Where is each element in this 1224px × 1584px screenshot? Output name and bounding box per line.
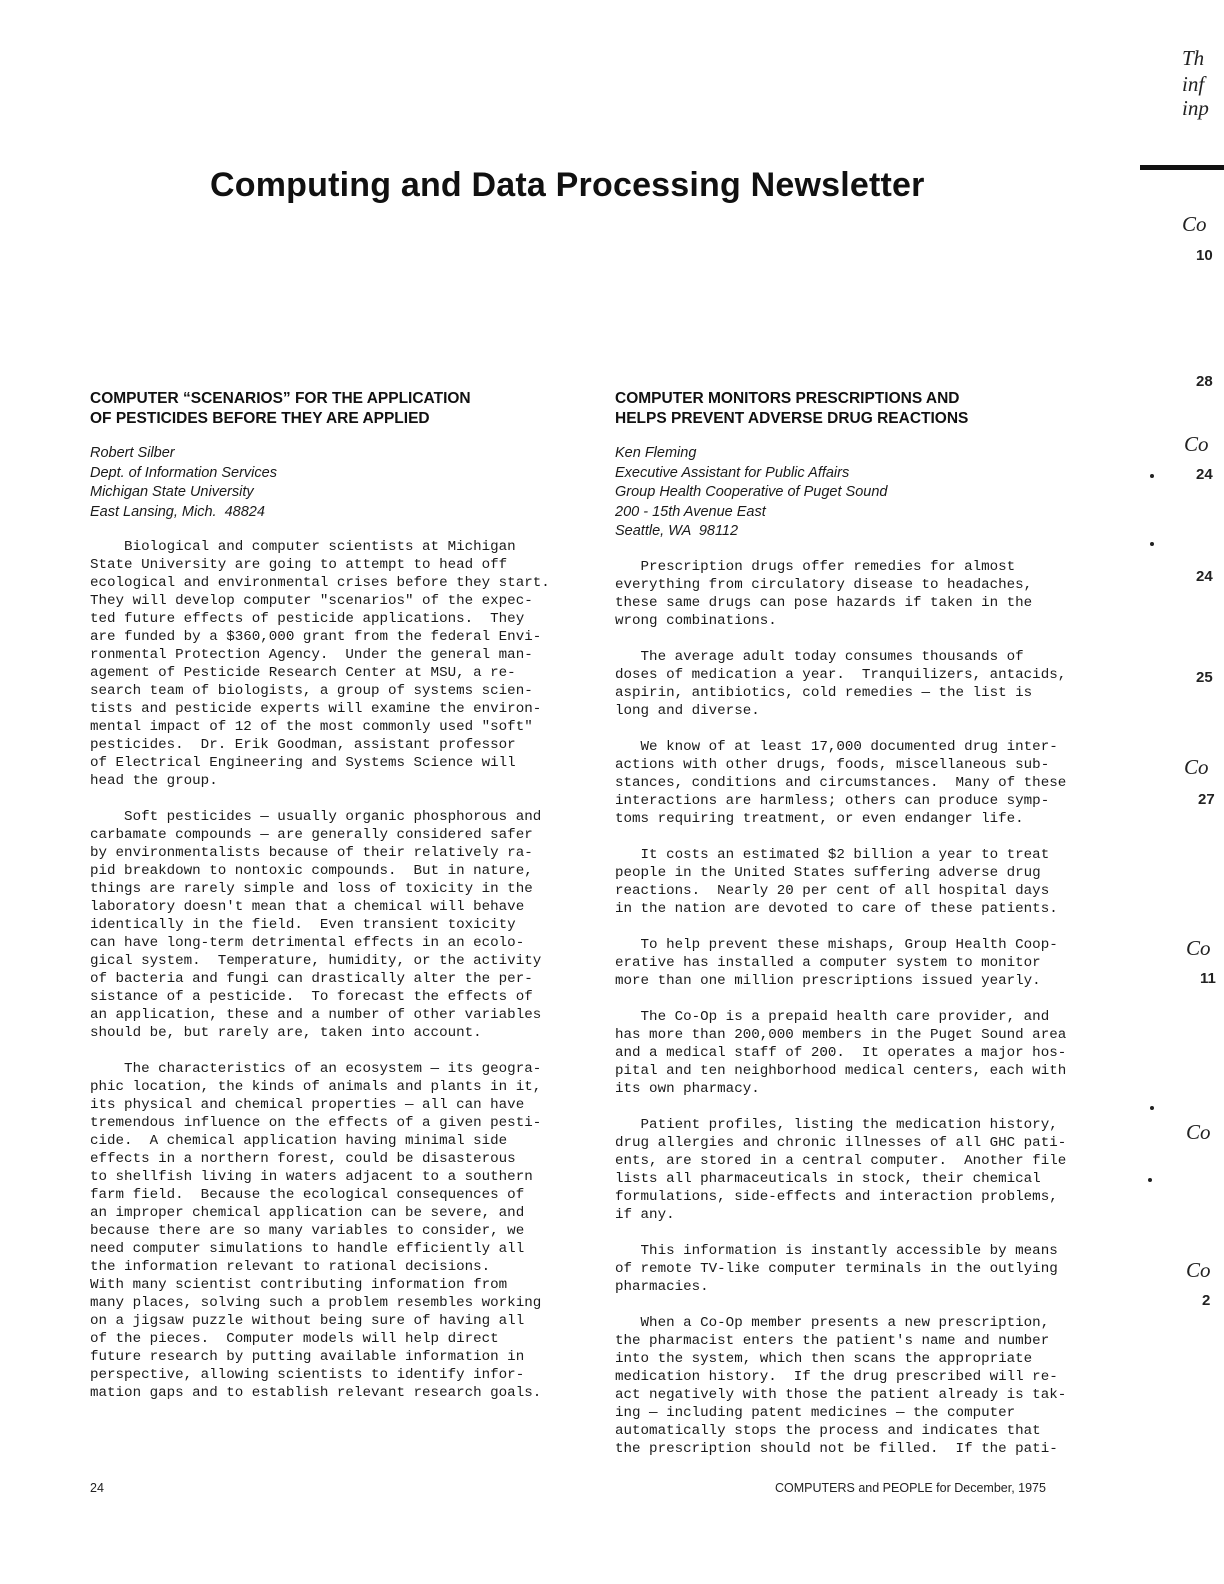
article-body	[90, 538, 580, 1402]
paragraph-line: long and diverse.	[615, 702, 760, 719]
paragraph-line: phic location, the kinds of animals and plants in it,	[90, 1079, 542, 1095]
headline-line: COMPUTER “SCENARIOS” FOR THE APPLICATION	[90, 390, 471, 407]
article-paragraph	[615, 1008, 1105, 1098]
paragraph-line: laboratory doesn't mean that a chemical will behave	[90, 899, 525, 915]
paragraph-line: pital and ten neighborhood medical centers, each with	[615, 1062, 1067, 1079]
paragraph-line: has more than 200,000 members in the Puget Sound area	[615, 1026, 1067, 1043]
article-byline	[90, 444, 580, 522]
paragraph-line: farm field. Because the ecological consequences of	[90, 1187, 525, 1203]
paragraph-line: perspective, allowing scientists to identify infor-	[90, 1367, 525, 1383]
paragraph-line: lists all pharmaceuticals in stock, their chemical	[615, 1170, 1041, 1187]
paragraph-line: When a Co-Op member presents a new prescription,	[615, 1314, 1050, 1331]
margin-dot	[1150, 1106, 1154, 1110]
paragraph-line: if any.	[615, 1206, 675, 1223]
margin-bleed-fragment: Co	[1186, 1258, 1211, 1282]
paragraph-line: things are rarely simple and loss of toxicity in the	[90, 881, 533, 897]
article-paragraph	[615, 1314, 1105, 1458]
paragraph-line: tists and pesticide experts will examine the environ-	[90, 701, 542, 717]
paragraph-line: They will develop computer "scenarios" of the expec-	[90, 593, 533, 609]
paragraph-line: aspirin, antibiotics, cold remedies — the list is	[615, 684, 1033, 701]
paragraph-line: on a jigsaw puzzle without being sure of having all	[90, 1313, 525, 1329]
article-body	[615, 558, 1105, 1458]
paragraph-line: interactions are harmless; others can produce symp-	[615, 792, 1050, 809]
author-name: Ken Fleming	[615, 445, 697, 461]
article-paragraph	[90, 1060, 580, 1402]
paragraph-line: the information relevant to rational decisions.	[90, 1259, 491, 1275]
paragraph-line: are funded by a $360,000 grant from the federal Envi-	[90, 629, 542, 645]
paragraph-line: mation gaps and to establish relevant research goals.	[90, 1385, 542, 1401]
paragraph-line: The average adult today consumes thousands of	[615, 648, 1024, 665]
headline-line: COMPUTER MONITORS PRESCRIPTIONS AND	[615, 390, 960, 407]
margin-bleed-fragment: Co	[1186, 1120, 1211, 1144]
paragraph-line: into the system, which then scans the appropriate	[615, 1350, 1033, 1367]
paragraph-line: its own pharmacy.	[615, 1080, 760, 1097]
margin-dot	[1150, 474, 1154, 478]
author-street: 200 - 15th Avenue East	[615, 503, 766, 520]
paragraph-line: State University are going to attempt to head off	[90, 557, 508, 573]
paragraph-line: to shellfish living in waters adjacent to a southern	[90, 1169, 533, 1185]
paragraph-line: pharmacies.	[615, 1278, 709, 1295]
margin-bleed-fragment: 28	[1196, 373, 1213, 390]
paragraph-line: more than one million prescriptions issued yearly.	[615, 972, 1041, 989]
paragraph-line: stances, conditions and circumstances. Many of these	[615, 774, 1067, 791]
paragraph-line: ents, are stored in a central computer. Another file	[615, 1152, 1067, 1169]
paragraph-line: by environmentalists because of their relatively ra-	[90, 845, 533, 861]
margin-bleed-fragment: 27	[1198, 791, 1215, 808]
paragraph-line: everything from circulatory disease to headaches,	[615, 576, 1033, 593]
margin-bleed-fragment: 10	[1196, 247, 1213, 264]
paragraph-line: need computer simulations to handle efficiently all	[90, 1241, 525, 1257]
paragraph-line: many places, solving such a problem resembles working	[90, 1295, 542, 1311]
paragraph-line: formulations, side-effects and interaction problems,	[615, 1188, 1058, 1205]
paragraph-line: ronmental Protection Agency. Under the general man-	[90, 647, 533, 663]
margin-bleed-fragment: Co	[1184, 755, 1209, 779]
paragraph-line: drug allergies and chronic illnesses of all GHC pati-	[615, 1134, 1067, 1151]
article-paragraph	[615, 1116, 1105, 1224]
author-name: Robert Silber	[90, 445, 175, 461]
paragraph-line: an improper chemical application can be severe, and	[90, 1205, 525, 1221]
margin-bleed-fragment: Co	[1182, 212, 1207, 236]
author-department: Dept. of Information Services	[90, 464, 277, 481]
paragraph-line: of remote TV-like computer terminals in the outlying	[615, 1260, 1058, 1277]
paragraph-line: tremendous influence on the effects of a given pesti-	[90, 1115, 542, 1131]
paragraph-line: search team of biologists, a group of systems scien-	[90, 683, 533, 699]
paragraph-line: and a medical staff of 200. It operates a major hos-	[615, 1044, 1067, 1061]
author-city: Seattle, WA 98112	[615, 523, 739, 539]
paragraph-line: people in the United States suffering adverse drug	[615, 864, 1041, 881]
paragraph-line: the pharmacist enters the patient's name and number	[615, 1332, 1050, 1349]
article-byline	[615, 444, 1105, 542]
author-title: Executive Assistant for Public Affairs	[615, 464, 850, 481]
margin-dot	[1148, 1178, 1152, 1182]
paragraph-line: identically in the field. Even transient toxicity	[90, 917, 516, 933]
newsletter-masthead: Computing and Data Processing Newsletter	[210, 166, 925, 204]
headline-line: HELPS PREVENT ADVERSE DRUG REACTIONS	[615, 409, 969, 427]
margin-bleed-text: Th	[1182, 46, 1205, 70]
margin-bleed-fragment: 24	[1196, 568, 1213, 585]
margin-bleed-fragment: 24	[1196, 466, 1213, 483]
paragraph-line: automatically stops the process and indicates that	[615, 1422, 1041, 1439]
article-paragraph	[615, 648, 1105, 720]
margin-dot	[1150, 542, 1154, 546]
page-number: 24	[90, 1481, 104, 1495]
article-paragraph	[615, 558, 1105, 630]
paragraph-line: these same drugs can pose hazards if taken in the	[615, 594, 1033, 611]
headline-line: OF PESTICIDES BEFORE THEY ARE APPLIED	[90, 409, 430, 427]
article-paragraph	[615, 1242, 1105, 1296]
paragraph-line: effects in a northern forest, could be disasterous	[90, 1151, 516, 1167]
paragraph-line: in the nation are devoted to care of these patients.	[615, 900, 1058, 917]
paragraph-line: because there are so many variables to consider, we	[90, 1223, 525, 1239]
paragraph-line: carbamate compounds — are generally considered safer	[90, 827, 533, 843]
paragraph-line: The characteristics of an ecosystem — its geogra-	[90, 1061, 542, 1077]
paragraph-line: Soft pesticides — usually organic phosphorous and	[90, 809, 542, 825]
article-prescription-monitoring	[615, 389, 1105, 1476]
margin-bleed-fragment: 2	[1202, 1292, 1211, 1309]
author-institution: Michigan State University	[90, 484, 254, 500]
article-headline	[90, 389, 580, 428]
paragraph-line: ing — including patent medicines — the computer	[615, 1404, 1016, 1421]
paragraph-line: It costs an estimated $2 billion a year to treat	[615, 846, 1050, 863]
paragraph-line: medication history. If the drug prescribed will re-	[615, 1368, 1058, 1385]
paragraph-line: sistance of a pesticide. To forecast the effects of	[90, 989, 533, 1005]
paragraph-line: should be, but rarely are, taken into account.	[90, 1025, 482, 1041]
paragraph-line: pesticides. Dr. Erik Goodman, assistant professor	[90, 737, 516, 753]
article-paragraph	[615, 936, 1105, 990]
article-headline	[615, 389, 1105, 428]
paragraph-line: act negatively with those the patient already is tak-	[615, 1386, 1067, 1403]
paragraph-line: gical system. Temperature, humidity, or the activity	[90, 953, 542, 969]
paragraph-line: ecological and environmental crises before they start.	[90, 575, 550, 591]
paragraph-line: To help prevent these mishaps, Group Health Coop-	[615, 936, 1058, 953]
margin-bleed-fragment: 11	[1200, 970, 1216, 987]
paragraph-line: ted future effects of pesticide applications. They	[90, 611, 525, 627]
paragraph-line: an application, these and a number of other variables	[90, 1007, 542, 1023]
paragraph-line: of Electrical Engineering and Systems Science will	[90, 755, 516, 771]
paragraph-line: Prescription drugs offer remedies for almost	[615, 558, 1016, 575]
margin-bleed-fragment: Co	[1184, 432, 1209, 456]
paragraph-line: erative has installed a computer system to monitor	[615, 954, 1041, 971]
paragraph-line: future research by putting available information in	[90, 1349, 525, 1365]
paragraph-line: We know of at least 17,000 documented drug inter-	[615, 738, 1058, 755]
margin-bleed-fragment: 25	[1196, 669, 1213, 686]
article-paragraph	[615, 738, 1105, 828]
paragraph-line: can have long-term detrimental effects in an ecolo-	[90, 935, 525, 951]
article-paragraph	[90, 538, 580, 790]
author-organization: Group Health Cooperative of Puget Sound	[615, 484, 888, 500]
margin-bleed-text: inp	[1182, 96, 1209, 120]
paragraph-line: reactions. Nearly 20 per cent of all hospital days	[615, 882, 1050, 899]
paragraph-line: the prescription should not be filled. If the pati-	[615, 1440, 1058, 1457]
paragraph-line: With many scientist contributing information from	[90, 1277, 508, 1293]
article-paragraph	[90, 808, 580, 1042]
paragraph-line: agement of Pesticide Research Center at MSU, a re-	[90, 665, 516, 681]
margin-bleed-text: inf	[1182, 72, 1205, 96]
publication-footer: COMPUTERS and PEOPLE for December, 1975	[775, 1481, 1046, 1495]
paragraph-line: of the pieces. Computer models will help direct	[90, 1331, 499, 1347]
article-pesticide-scenarios	[90, 389, 580, 1420]
paragraph-line: The Co-Op is a prepaid health care provider, and	[615, 1008, 1050, 1025]
margin-rule	[1140, 165, 1224, 170]
paragraph-line: Biological and computer scientists at Michigan	[90, 539, 516, 555]
paragraph-line: This information is instantly accessible by means	[615, 1242, 1058, 1259]
margin-bleed-fragment: Co	[1186, 936, 1211, 960]
paragraph-line: cide. A chemical application having minimal side	[90, 1133, 508, 1149]
author-address: East Lansing, Mich. 48824	[90, 503, 265, 520]
paragraph-line: toms requiring treatment, or even endanger life.	[615, 810, 1024, 827]
paragraph-line: its physical and chemical properties — all can have	[90, 1097, 525, 1113]
paragraph-line: doses of medication a year. Tranquilizers, antacids,	[615, 666, 1067, 683]
paragraph-line: of bacteria and fungi can drastically alter the per-	[90, 971, 533, 987]
paragraph-line: actions with other drugs, foods, miscellaneous sub-	[615, 756, 1050, 773]
paragraph-line: Patient profiles, listing the medication history,	[615, 1116, 1058, 1133]
paragraph-line: pid breakdown to nontoxic compounds. But in nature,	[90, 863, 533, 879]
article-paragraph	[615, 846, 1105, 918]
paragraph-line: wrong combinations.	[615, 612, 777, 629]
paragraph-line: head the group.	[90, 773, 218, 789]
paragraph-line: mental impact of 12 of the most commonly used "soft"	[90, 719, 533, 735]
